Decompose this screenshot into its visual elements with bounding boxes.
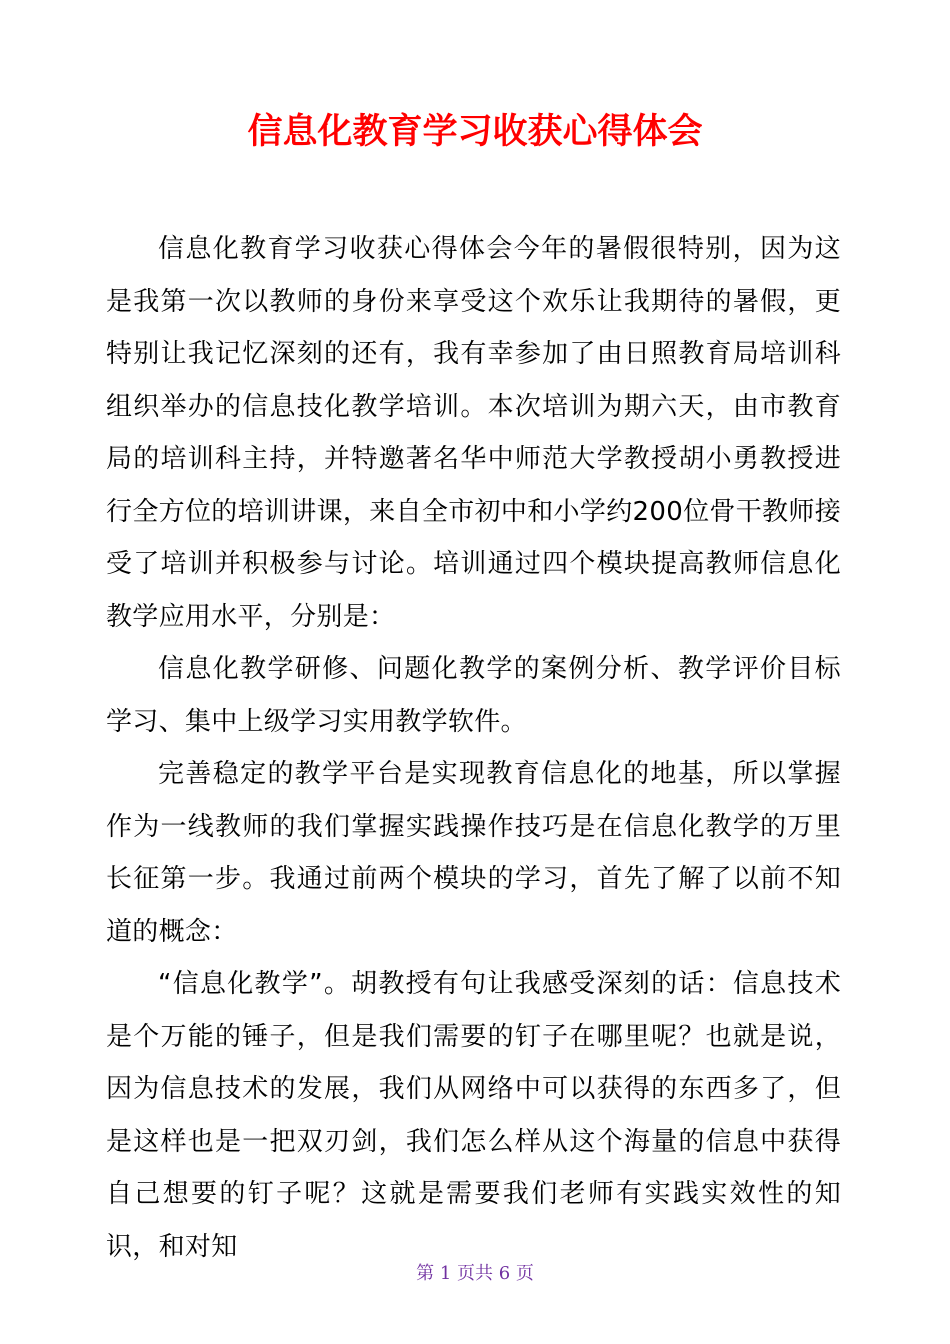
paragraph: 信息化教学研修、问题化教学的案例分析、教学评价目标学习、集中上级学习实用教学软件。 (106, 654, 841, 737)
paragraph: 信息化教育学习收获心得体会今年的暑假很特别，因为这是我第一次以教师的身份来享受这个欢乐让我期待的暑假，更特别让我记忆深刻的还有，我有幸参加了由日照教育局培训科组织举办的信息技化教学培训。本次培训为期六天，由市教育局的培训科主持，并特邀著名华中师范大学教授胡小勇教授进行全方位的培训讲课，来自全市初中和小学约200位骨干教师接受了培训并积极参与讨论。培训通过四个模块提高教师信息化教学应用水平，分别是： (106, 234, 841, 632)
paragraph: 完善稳定的教学平台是实现教育信息化的地基，所以掌握作为一线教师的我们掌握实践操作技巧是在信息化教学的万里长征第一步。我通过前两个模块的学习，首先了解了以前不知道的概念： (106, 759, 841, 947)
paragraph: “信息化教学”。胡教授有句让我感受深刻的话：信息技术是个万能的锤子，但是我们需要的钉子在哪里呢？也就是说，因为信息技术的发展，我们从网络中可以获得的东西多了，但是这样也是一把双刃剑，我们怎么样从这个海量的信息中获得自己想要的钉子呢？这就是需要我们老师有实践实效性的知识，和对知 (106, 969, 841, 1262)
document-body (106, 223, 841, 1273)
page-number-footer: 第 1 页共 6 页 (416, 1263, 534, 1284)
document-title: 信息化教育学习收获心得体会 (247, 112, 703, 152)
